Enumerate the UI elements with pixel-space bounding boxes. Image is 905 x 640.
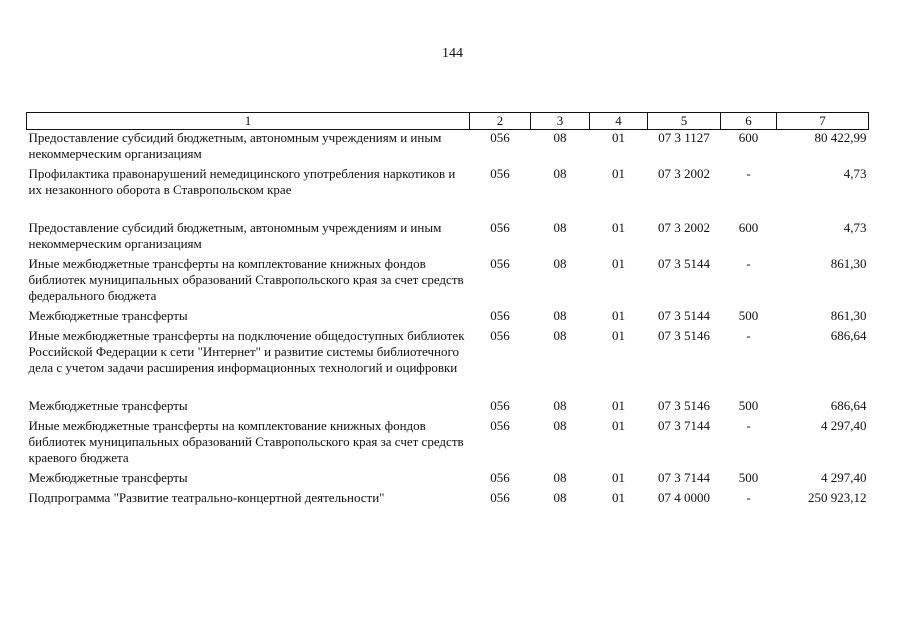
table-row [27, 162, 869, 198]
header-cell-2: 2 [470, 113, 531, 130]
table-row [27, 466, 869, 486]
table-row [27, 324, 869, 376]
row-code-5: 07 3 5146 [658, 398, 710, 413]
row-code-2: 056 [490, 256, 510, 271]
row-code-3: 08 [553, 308, 567, 323]
header-cell-1: 1 [27, 113, 470, 130]
row-code-5: 07 3 5144 [658, 256, 710, 271]
row-code-5: 07 3 7144 [658, 470, 710, 485]
table-row [27, 486, 869, 506]
row-code-3: 08 [553, 328, 567, 343]
table-row [27, 252, 869, 304]
row-code-3: 08 [553, 256, 567, 271]
row-code-4: 01 [612, 130, 625, 145]
row-name: Иные межбюджетные трансферты на подключение общедоступных библиотек Российской Федерации к сети "Интернет" и развитие системы библиотечного дела с учетом задачи расширения информационных технологий и оцифровки [28, 328, 465, 375]
row-code-2: 056 [490, 166, 510, 181]
row-code-4: 01 [612, 308, 625, 323]
table-row [27, 376, 869, 414]
header-cell-6: 6 [721, 113, 777, 130]
row-code-5: 07 4 0000 [658, 490, 710, 505]
row-code-5: 07 3 2002 [658, 220, 710, 235]
row-code-2: 056 [490, 328, 510, 343]
row-code-6: - [746, 418, 751, 433]
row-amount: 80 422,99 [814, 130, 867, 145]
table-row [27, 304, 869, 324]
row-code-3: 08 [553, 418, 567, 433]
header-cell-3: 3 [531, 113, 590, 130]
row-name: Профилактика правонарушений немедицинского употребления наркотиков и их незаконного оборота в Ставропольском крае [28, 166, 456, 197]
row-code-3: 08 [553, 130, 567, 145]
row-amount: 4 297,40 [821, 418, 867, 433]
row-code-6: 500 [738, 470, 759, 485]
row-code-3: 08 [553, 220, 567, 235]
row-code-4: 01 [612, 418, 625, 433]
row-code-5: 07 3 1127 [658, 130, 710, 145]
row-code-4: 01 [612, 220, 625, 235]
row-name: Иные межбюджетные трансферты на комплектование книжных фондов библиотек муниципальных образований Ставропольского края за счет средств федерального бюджета [28, 256, 464, 303]
row-amount: 686,64 [830, 328, 867, 343]
row-code-6: 600 [738, 130, 759, 145]
budget-table [26, 112, 869, 506]
row-code-6: - [746, 256, 751, 271]
row-code-2: 056 [490, 308, 510, 323]
row-code-2: 056 [490, 220, 510, 235]
table-row [27, 130, 869, 163]
header-cell-4: 4 [590, 113, 648, 130]
row-code-3: 08 [553, 470, 567, 485]
row-code-3: 08 [553, 490, 567, 505]
row-code-3: 08 [553, 398, 567, 413]
row-code-6: 500 [738, 398, 759, 413]
row-amount: 4,73 [843, 166, 867, 181]
row-name: Предоставление субсидий бюджетным, автономным учреждениям и иным некоммерческим организациям [28, 130, 442, 161]
row-code-6: 600 [738, 220, 759, 235]
row-name: Предоставление субсидий бюджетным, автономным учреждениям и иным некоммерческим организациям [28, 220, 442, 251]
row-name: Межбюджетные трансферты [28, 308, 188, 323]
row-code-3: 08 [553, 166, 567, 181]
header-cell-5: 5 [648, 113, 721, 130]
row-name: Межбюджетные трансферты [28, 398, 188, 413]
row-code-5: 07 3 7144 [658, 418, 710, 433]
header-row [27, 113, 869, 130]
row-name: Иные межбюджетные трансферты на комплектование книжных фондов библиотек муниципальных образований Ставропольского края за счет средств краевого бюджета [28, 418, 464, 465]
row-code-6: - [746, 328, 751, 343]
row-code-2: 056 [490, 490, 510, 505]
row-code-2: 056 [490, 130, 510, 145]
row-code-2: 056 [490, 470, 510, 485]
row-code-4: 01 [612, 398, 625, 413]
row-code-2: 056 [490, 418, 510, 433]
row-code-4: 01 [612, 490, 625, 505]
row-amount: 861,30 [830, 256, 867, 271]
page-number: 144 [442, 46, 463, 61]
row-amount: 861,30 [830, 308, 867, 323]
row-code-6: - [746, 490, 751, 505]
row-name: Подпрограмма "Развитие театрально-концертной деятельности" [28, 490, 385, 505]
row-code-4: 01 [612, 328, 625, 343]
row-code-5: 07 3 5146 [658, 328, 710, 343]
row-amount: 4 297,40 [821, 470, 867, 485]
row-code-4: 01 [612, 470, 625, 485]
header-cell-7: 7 [777, 113, 869, 130]
row-code-4: 01 [612, 166, 625, 181]
row-code-5: 07 3 5144 [658, 308, 710, 323]
row-amount: 250 923,12 [808, 490, 867, 505]
row-code-6: 500 [738, 308, 759, 323]
row-code-5: 07 3 2002 [658, 166, 710, 181]
row-amount: 686,64 [830, 398, 867, 413]
row-code-2: 056 [490, 398, 510, 413]
row-code-4: 01 [612, 256, 625, 271]
row-code-6: - [746, 166, 751, 181]
row-amount: 4,73 [843, 220, 867, 235]
table-row [27, 414, 869, 466]
table-row [27, 198, 869, 252]
row-name: Межбюджетные трансферты [28, 470, 188, 485]
